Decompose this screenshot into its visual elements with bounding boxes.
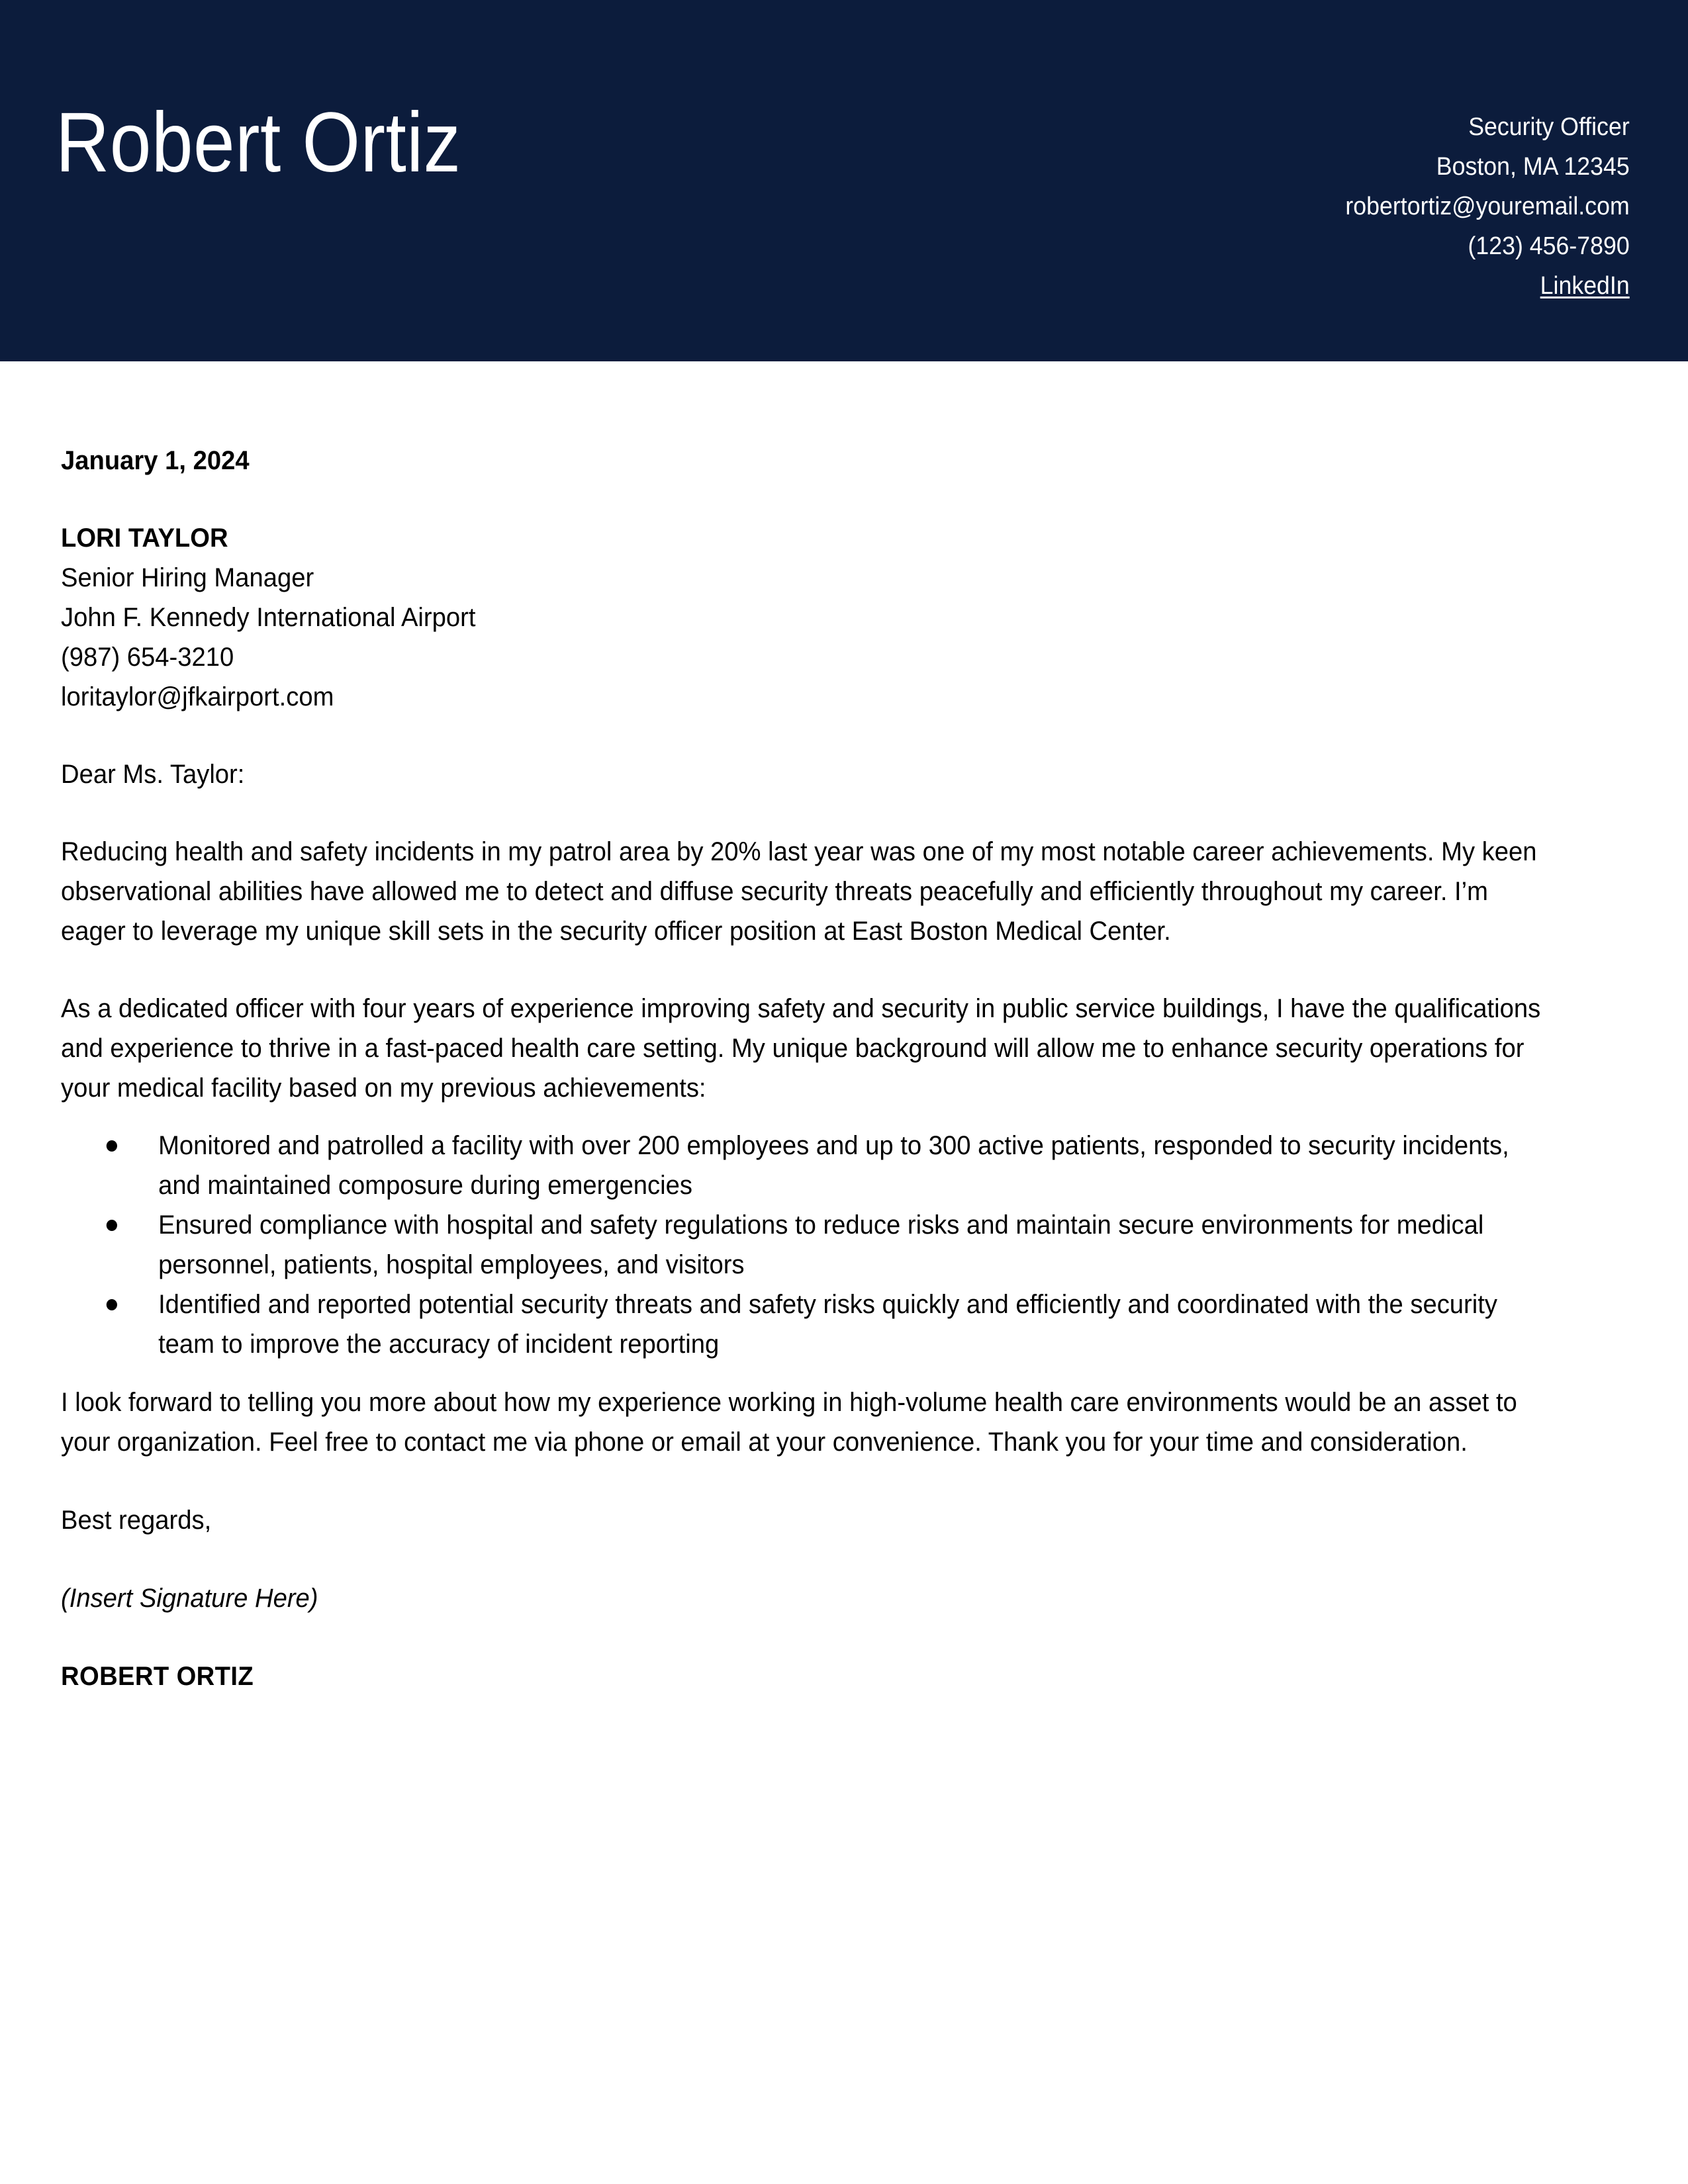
achievements-list [61, 1126, 1554, 1364]
contact-location: Boston, MA 12345 [1436, 153, 1630, 181]
signer-name: ROBERT ORTIZ [61, 1662, 254, 1691]
applicant-name: Robert Ortiz [56, 95, 461, 190]
recipient-block [61, 518, 1554, 717]
body-paragraph-2: As a dedicated officer with four years of experience improving safety and security in public service buildings, I have the qualifications and experience to thrive in a fast-paced health care setting. My unique background will allow me to enhance security operations for your medical facility based on my previous achievements: [61, 994, 1541, 1103]
list-item [61, 1285, 1554, 1364]
contact-phone: (123) 456-7890 [1468, 232, 1630, 260]
recipient-organization: John F. Kennedy International Airport [61, 603, 476, 632]
body-paragraph-1: Reducing health and safety incidents in my patrol area by 20% last year was one of my most notable career achievements. My keen observational abilities have allowed me to detect and diffuse security threats peacefully and efficiently throughout my career. I’m eager to leverage my unique skill sets in the security officer position at East Boston Medical Center. [61, 837, 1537, 946]
recipient-email: loritaylor@jfkairport.com [61, 682, 334, 711]
signoff-spacer [61, 1560, 1624, 1578]
letter-date: January 1, 2024 [61, 446, 250, 475]
recipient-title: Senior Hiring Manager [61, 563, 314, 592]
bullet-dot-icon [107, 1220, 117, 1231]
closing-paragraph: I look forward to telling you more about how my experience working in high-volume health care environments would be an asset to your organization. Feel free to contact me via phone or email at your convenience. Thank you for your time and consideration. [61, 1388, 1517, 1457]
recipient-phone: (987) 654-3210 [61, 643, 234, 672]
closing-spacer [61, 1482, 1624, 1500]
signature-spacer [61, 1638, 1624, 1657]
salutation: Dear Ms. Taylor: [61, 760, 245, 789]
letter-body [0, 361, 1688, 1696]
contact-job-title: Security Officer [1468, 113, 1630, 141]
list-item-text: Monitored and patrolled a facility with over 200 employees and up to 300 active patients, responded to security incidents, and maintained composure during emergencies [158, 1131, 1509, 1200]
paragraph-spacer [61, 970, 1624, 989]
bullet-dot-icon [107, 1299, 117, 1310]
list-item [61, 1126, 1554, 1205]
bullet-dot-icon [107, 1140, 117, 1152]
recipient-name: LORI TAYLOR [61, 523, 228, 553]
list-item [61, 1205, 1554, 1285]
signature-placeholder: (Insert Signature Here) [61, 1584, 318, 1613]
contact-info-block [1346, 107, 1630, 306]
list-item-text: Identified and reported potential security threats and safety risks quickly and efficiently and coordinated with the security team to improve the accuracy of incident reporting [158, 1290, 1497, 1359]
linkedin-link[interactable]: LinkedIn [1540, 272, 1630, 300]
contact-email: robertortiz@youremail.com [1345, 193, 1630, 220]
list-item-text: Ensured compliance with hospital and safety regulations to reduce risks and maintain secure environments for medical personnel, patients, hospital employees, and visitors [158, 1210, 1484, 1279]
letter-header-band [0, 0, 1688, 361]
sign-off: Best regards, [61, 1506, 212, 1535]
